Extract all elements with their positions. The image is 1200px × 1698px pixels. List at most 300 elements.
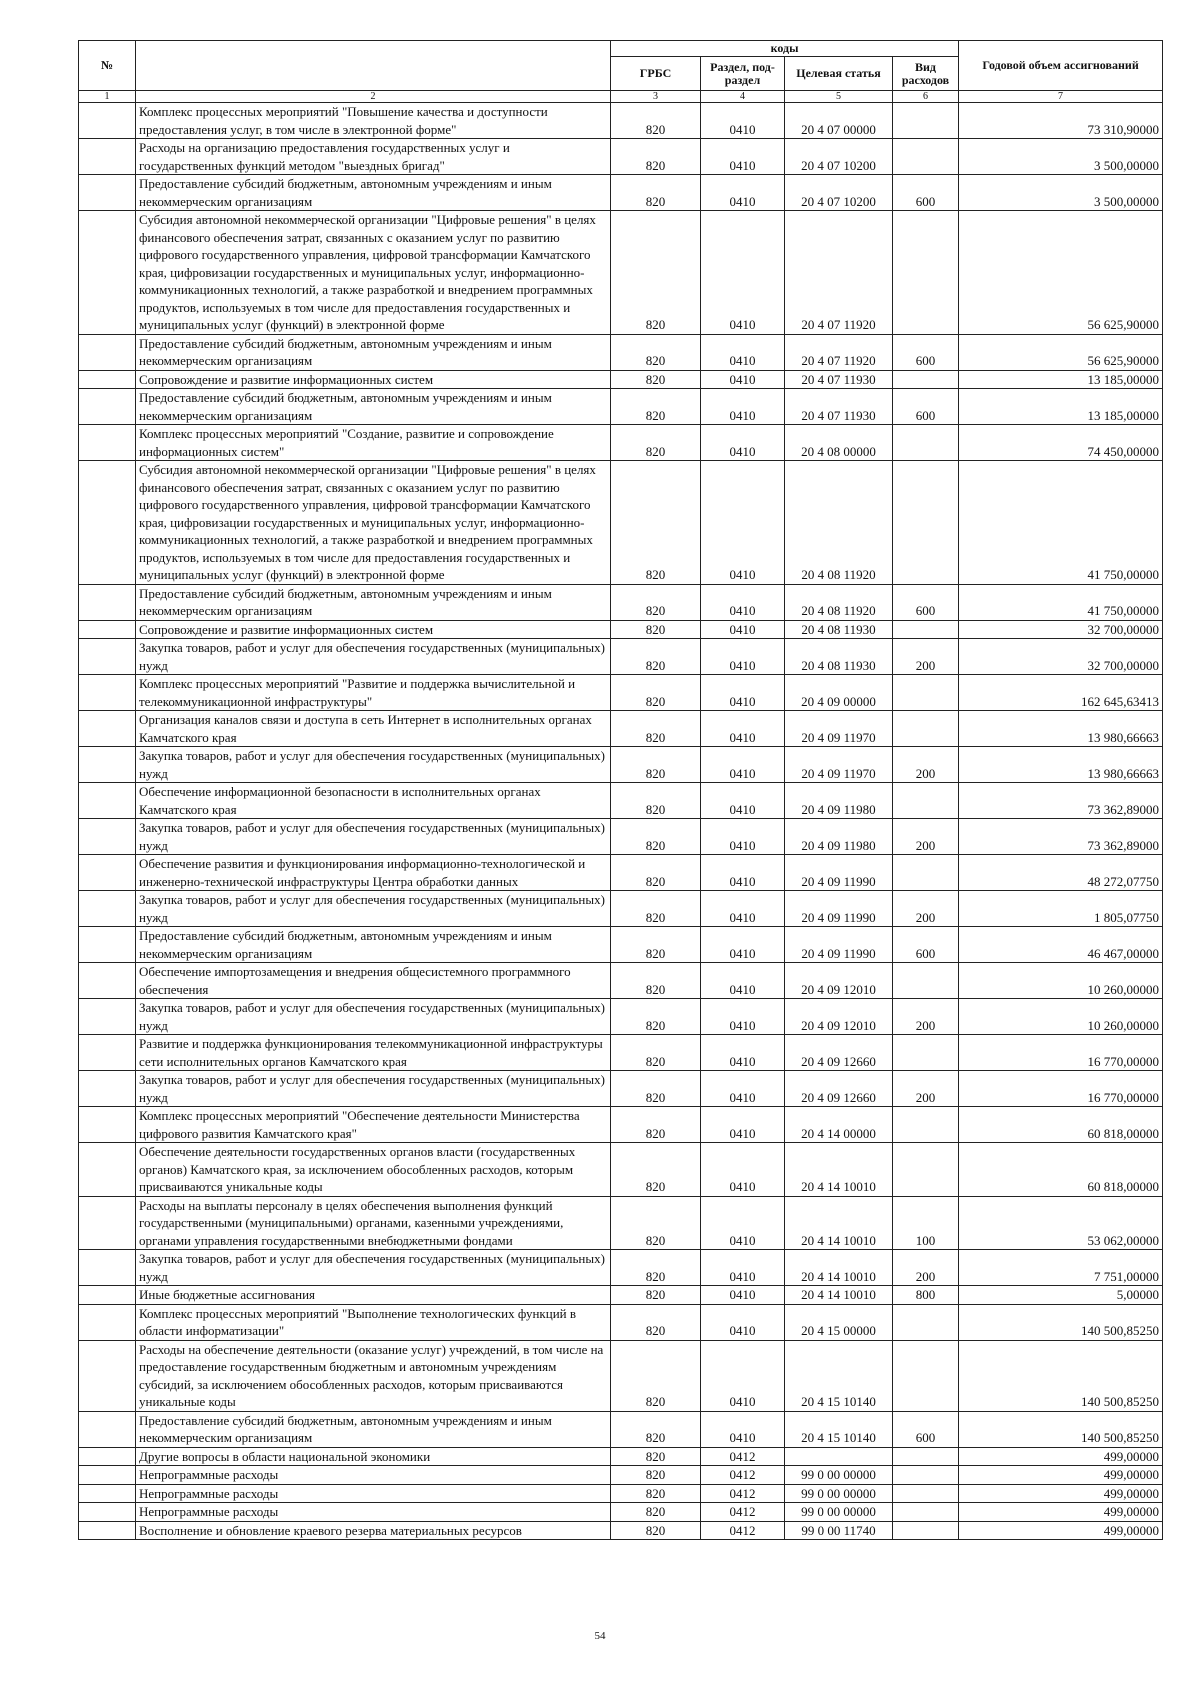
row-number-cell (79, 139, 136, 175)
row-name: Организация каналов связи и доступа в сеть Интернет в исполнительных органах Камчатского края (136, 711, 611, 747)
row-expense-type (893, 1447, 959, 1466)
row-section: 0410 (701, 211, 785, 335)
row-section: 0410 (701, 711, 785, 747)
table-body (79, 103, 1163, 1540)
row-target: 20 4 14 10010 (785, 1250, 893, 1286)
row-target: 20 4 07 10200 (785, 139, 893, 175)
col-header-codes: коды (611, 41, 959, 57)
table-row (79, 819, 1163, 855)
row-name: Расходы на выплаты персоналу в целях обеспечения выполнения функций государственными (муниципальными) органами, казенными учреждениями, органами управления государственными внебюджетными фондами (136, 1196, 611, 1250)
row-grbs: 820 (611, 711, 701, 747)
row-number-cell (79, 620, 136, 639)
col-header-exp-type: Вид расходов (893, 57, 959, 91)
row-target: 20 4 14 10010 (785, 1286, 893, 1305)
row-target: 20 4 14 10010 (785, 1196, 893, 1250)
row-target: 99 0 00 00000 (785, 1484, 893, 1503)
row-name: Закупка товаров, работ и услуг для обеспечения государственных (муниципальных) нужд (136, 1071, 611, 1107)
row-grbs: 820 (611, 999, 701, 1035)
row-amount: 60 818,00000 (959, 1143, 1163, 1197)
row-section: 0410 (701, 425, 785, 461)
table-row (79, 891, 1163, 927)
table-row (79, 1143, 1163, 1197)
row-number-cell (79, 211, 136, 335)
row-grbs: 820 (611, 1447, 701, 1466)
row-section: 0410 (701, 675, 785, 711)
row-amount: 53 062,00000 (959, 1196, 1163, 1250)
table-row (79, 675, 1163, 711)
row-number-cell (79, 1143, 136, 1197)
row-section: 0410 (701, 963, 785, 999)
row-amount: 48 272,07750 (959, 855, 1163, 891)
row-amount: 74 450,00000 (959, 425, 1163, 461)
row-grbs: 820 (611, 855, 701, 891)
row-number-cell (79, 1484, 136, 1503)
row-grbs: 820 (611, 211, 701, 335)
row-expense-type (893, 425, 959, 461)
row-grbs: 820 (611, 1521, 701, 1540)
row-target: 20 4 09 12010 (785, 999, 893, 1035)
row-amount: 499,00000 (959, 1521, 1163, 1540)
table-row (79, 461, 1163, 585)
row-expense-type: 200 (893, 747, 959, 783)
row-expense-type: 200 (893, 891, 959, 927)
row-section: 0410 (701, 927, 785, 963)
row-number-cell (79, 1447, 136, 1466)
row-name: Комплекс процессных мероприятий "Выполнение технологических функций в области информатизации" (136, 1304, 611, 1340)
row-expense-type: 600 (893, 927, 959, 963)
row-number-cell (79, 1411, 136, 1447)
row-amount: 32 700,00000 (959, 639, 1163, 675)
table-row (79, 1071, 1163, 1107)
row-number-cell (79, 1521, 136, 1540)
row-number-cell (79, 1466, 136, 1485)
row-name: Комплекс процессных мероприятий "Создание, развитие и сопровождение информационных систем" (136, 425, 611, 461)
row-number-cell (79, 1340, 136, 1411)
row-amount: 13 185,00000 (959, 389, 1163, 425)
row-section: 0410 (701, 819, 785, 855)
row-section: 0410 (701, 1107, 785, 1143)
row-section: 0412 (701, 1484, 785, 1503)
row-grbs: 820 (611, 1286, 701, 1305)
row-number-cell (79, 675, 136, 711)
row-target: 99 0 00 00000 (785, 1503, 893, 1522)
table-row (79, 1286, 1163, 1305)
row-amount: 499,00000 (959, 1503, 1163, 1522)
col-header-section: Раздел, под-раздел (701, 57, 785, 91)
col-number-3: 3 (611, 91, 701, 103)
col-header-annual: Годовой объем ассигнований (959, 41, 1163, 91)
row-target: 20 4 07 11920 (785, 211, 893, 335)
table-row (79, 1196, 1163, 1250)
row-amount: 73 362,89000 (959, 819, 1163, 855)
row-grbs: 820 (611, 370, 701, 389)
row-name: Обеспечение развития и функционирования информационно-технологической и инженерно-технической инфраструктуры Центра обработки данных (136, 855, 611, 891)
row-name: Закупка товаров, работ и услуг для обеспечения государственных (муниципальных) нужд (136, 891, 611, 927)
table-row (79, 1304, 1163, 1340)
row-expense-type (893, 963, 959, 999)
table-row (79, 1503, 1163, 1522)
row-number-cell (79, 891, 136, 927)
row-grbs: 820 (611, 747, 701, 783)
row-number-cell (79, 584, 136, 620)
row-name: Комплекс процессных мероприятий "Обеспечение деятельности Министерства цифрового развития Камчатского края" (136, 1107, 611, 1143)
row-amount: 7 751,00000 (959, 1250, 1163, 1286)
row-amount: 499,00000 (959, 1484, 1163, 1503)
row-name: Другие вопросы в области национальной экономики (136, 1447, 611, 1466)
row-grbs: 820 (611, 139, 701, 175)
row-name: Предоставление субсидий бюджетным, автономным учреждениям и иным некоммерческим организациям (136, 389, 611, 425)
row-target: 20 4 09 11990 (785, 927, 893, 963)
row-number-cell (79, 1286, 136, 1305)
row-number-cell (79, 1107, 136, 1143)
row-expense-type (893, 370, 959, 389)
row-amount: 73 362,89000 (959, 783, 1163, 819)
row-section: 0410 (701, 620, 785, 639)
row-section: 0410 (701, 175, 785, 211)
row-section: 0410 (701, 584, 785, 620)
table-row (79, 425, 1163, 461)
row-grbs: 820 (611, 1466, 701, 1485)
table-row (79, 139, 1163, 175)
row-amount: 140 500,85250 (959, 1304, 1163, 1340)
row-section: 0410 (701, 139, 785, 175)
row-expense-type (893, 139, 959, 175)
row-grbs: 820 (611, 819, 701, 855)
row-section: 0410 (701, 389, 785, 425)
row-grbs: 820 (611, 1107, 701, 1143)
row-name: Восполнение и обновление краевого резерва материальных ресурсов (136, 1521, 611, 1540)
row-grbs: 820 (611, 639, 701, 675)
row-expense-type (893, 1503, 959, 1522)
row-name: Субсидия автономной некоммерческой организации "Цифровые решения" в целях финансового обеспечения затрат, связанных с оказанием услуг по развитию цифрового государственного управления, цифровой трансформации Камчатского края, цифровизации государственных и муниципальных услуг, информационно-коммуникационных технологий, а также разработкой и внедрением программных продуктов, используемых в том числе для предоставления государственных и муниципальных услуг (функций) в электронной форме (136, 211, 611, 335)
row-expense-type: 600 (893, 334, 959, 370)
budget-table (78, 40, 1163, 1540)
row-number-cell (79, 1503, 136, 1522)
row-number-cell (79, 747, 136, 783)
row-expense-type (893, 711, 959, 747)
row-grbs: 820 (611, 675, 701, 711)
row-amount: 1 805,07750 (959, 891, 1163, 927)
row-amount: 10 260,00000 (959, 963, 1163, 999)
row-target: 20 4 08 11930 (785, 620, 893, 639)
row-number-cell (79, 103, 136, 139)
col-number-1: 1 (79, 91, 136, 103)
table-row (79, 334, 1163, 370)
row-section: 0410 (701, 1035, 785, 1071)
row-expense-type (893, 1107, 959, 1143)
row-name: Закупка товаров, работ и услуг для обеспечения государственных (муниципальных) нужд (136, 1250, 611, 1286)
row-expense-type (893, 1484, 959, 1503)
row-number-cell (79, 963, 136, 999)
row-grbs: 820 (611, 1304, 701, 1340)
row-amount: 140 500,85250 (959, 1340, 1163, 1411)
table-row (79, 1107, 1163, 1143)
row-name: Предоставление субсидий бюджетным, автономным учреждениям и иным некоммерческим организациям (136, 927, 611, 963)
row-grbs: 820 (611, 389, 701, 425)
table-row (79, 103, 1163, 139)
row-number-cell (79, 175, 136, 211)
row-grbs: 820 (611, 1196, 701, 1250)
row-expense-type (893, 1035, 959, 1071)
row-target: 20 4 08 00000 (785, 425, 893, 461)
row-section: 0410 (701, 999, 785, 1035)
row-grbs: 820 (611, 891, 701, 927)
table-row (79, 1250, 1163, 1286)
row-amount: 499,00000 (959, 1466, 1163, 1485)
row-expense-type: 200 (893, 1250, 959, 1286)
col-number-5: 5 (785, 91, 893, 103)
row-target: 20 4 09 11990 (785, 891, 893, 927)
row-grbs: 820 (611, 461, 701, 585)
row-section: 0410 (701, 1071, 785, 1107)
row-target: 20 4 15 10140 (785, 1340, 893, 1411)
row-grbs: 820 (611, 1503, 701, 1522)
row-name: Закупка товаров, работ и услуг для обеспечения государственных (муниципальных) нужд (136, 819, 611, 855)
row-grbs: 820 (611, 927, 701, 963)
row-target: 20 4 09 12660 (785, 1071, 893, 1107)
row-name: Развитие и поддержка функционирования телекоммуникационной инфраструктуры сети исполнительных органов Камчатского края (136, 1035, 611, 1071)
table-row (79, 1340, 1163, 1411)
col-header-grbs: ГРБС (611, 57, 701, 91)
row-amount: 16 770,00000 (959, 1071, 1163, 1107)
row-amount: 140 500,85250 (959, 1411, 1163, 1447)
row-expense-type: 200 (893, 1071, 959, 1107)
row-expense-type: 800 (893, 1286, 959, 1305)
row-name: Непрограммные расходы (136, 1503, 611, 1522)
row-expense-type (893, 103, 959, 139)
row-expense-type: 200 (893, 819, 959, 855)
row-number-cell (79, 1035, 136, 1071)
row-section: 0410 (701, 1286, 785, 1305)
row-target: 20 4 09 11980 (785, 819, 893, 855)
col-number-4: 4 (701, 91, 785, 103)
table-row (79, 963, 1163, 999)
row-target: 20 4 07 10200 (785, 175, 893, 211)
row-name: Субсидия автономной некоммерческой организации "Цифровые решения" в целях финансового обеспечения затрат, связанных с оказанием услуг по развитию цифрового государственного управления, цифровой трансформации Камчатского края, цифровизации государственных и муниципальных услуг, информационно-коммуникационных технологий, а также разработкой и внедрением программных продуктов, используемых в том числе для предоставления государственных и муниципальных услуг (функций) в электронной форме (136, 461, 611, 585)
row-amount: 46 467,00000 (959, 927, 1163, 963)
row-number-cell (79, 927, 136, 963)
table-row (79, 1466, 1163, 1485)
row-number-cell (79, 855, 136, 891)
table-row (79, 999, 1163, 1035)
row-number-cell (79, 370, 136, 389)
row-grbs: 820 (611, 1250, 701, 1286)
row-section: 0412 (701, 1466, 785, 1485)
row-target: 20 4 09 11970 (785, 747, 893, 783)
row-section: 0410 (701, 334, 785, 370)
row-name: Непрограммные расходы (136, 1484, 611, 1503)
row-section: 0410 (701, 370, 785, 389)
row-name: Предоставление субсидий бюджетным, автономным учреждениям и иным некоммерческим организациям (136, 1411, 611, 1447)
row-number-cell (79, 783, 136, 819)
row-target: 20 4 08 11920 (785, 584, 893, 620)
row-section: 0410 (701, 639, 785, 675)
row-section: 0410 (701, 1250, 785, 1286)
row-target: 20 4 09 11980 (785, 783, 893, 819)
row-section: 0410 (701, 1411, 785, 1447)
table-row (79, 370, 1163, 389)
table-row (79, 1447, 1163, 1466)
row-section: 0410 (701, 1340, 785, 1411)
row-number-cell (79, 1071, 136, 1107)
table-row (79, 211, 1163, 335)
row-amount: 13 980,66663 (959, 747, 1163, 783)
row-section: 0412 (701, 1521, 785, 1540)
row-section: 0412 (701, 1503, 785, 1522)
row-grbs: 820 (611, 1411, 701, 1447)
row-amount: 60 818,00000 (959, 1107, 1163, 1143)
row-name: Закупка товаров, работ и услуг для обеспечения государственных (муниципальных) нужд (136, 639, 611, 675)
row-amount: 56 625,90000 (959, 334, 1163, 370)
row-target: 20 4 07 11920 (785, 334, 893, 370)
row-amount: 13 980,66663 (959, 711, 1163, 747)
table-row (79, 389, 1163, 425)
row-expense-type (893, 675, 959, 711)
table-row (79, 1521, 1163, 1540)
row-number-cell (79, 425, 136, 461)
row-grbs: 820 (611, 103, 701, 139)
row-expense-type: 600 (893, 389, 959, 425)
table-row (79, 711, 1163, 747)
row-target: 20 4 08 11930 (785, 639, 893, 675)
row-name: Предоставление субсидий бюджетным, автономным учреждениям и иным некоммерческим организациям (136, 175, 611, 211)
row-target: 99 0 00 11740 (785, 1521, 893, 1540)
row-number-cell (79, 639, 136, 675)
table-row (79, 927, 1163, 963)
row-section: 0410 (701, 461, 785, 585)
row-section: 0410 (701, 855, 785, 891)
row-amount: 56 625,90000 (959, 211, 1163, 335)
row-number-cell (79, 999, 136, 1035)
row-name: Иные бюджетные ассигнования (136, 1286, 611, 1305)
table-row (79, 783, 1163, 819)
row-name: Предоставление субсидий бюджетным, автономным учреждениям и иным некоммерческим организациям (136, 334, 611, 370)
table-row (79, 1035, 1163, 1071)
row-number-cell (79, 711, 136, 747)
row-amount: 3 500,00000 (959, 175, 1163, 211)
table-row (79, 639, 1163, 675)
row-name: Сопровождение и развитие информационных систем (136, 370, 611, 389)
row-expense-type (893, 1304, 959, 1340)
row-expense-type: 100 (893, 1196, 959, 1250)
row-grbs: 820 (611, 783, 701, 819)
row-amount: 499,00000 (959, 1447, 1163, 1466)
row-expense-type (893, 1340, 959, 1411)
row-section: 0412 (701, 1447, 785, 1466)
row-expense-type: 600 (893, 1411, 959, 1447)
row-name: Комплекс процессных мероприятий "Повышение качества и доступности предоставления услуг, в том числе в электронной форме" (136, 103, 611, 139)
row-amount: 32 700,00000 (959, 620, 1163, 639)
row-name: Предоставление субсидий бюджетным, автономным учреждениям и иным некоммерческим организациям (136, 584, 611, 620)
row-target: 20 4 15 00000 (785, 1304, 893, 1340)
row-grbs: 820 (611, 963, 701, 999)
row-amount: 16 770,00000 (959, 1035, 1163, 1071)
row-number-cell (79, 819, 136, 855)
row-name: Непрограммные расходы (136, 1466, 611, 1485)
row-expense-type (893, 855, 959, 891)
col-header-name (136, 41, 611, 91)
table-row (79, 1411, 1163, 1447)
row-target: 20 4 08 11920 (785, 461, 893, 585)
row-section: 0410 (701, 1143, 785, 1197)
row-expense-type: 200 (893, 639, 959, 675)
row-grbs: 820 (611, 620, 701, 639)
row-target: 99 0 00 00000 (785, 1466, 893, 1485)
row-target: 20 4 14 10010 (785, 1143, 893, 1197)
row-expense-type (893, 1521, 959, 1540)
table-row (79, 747, 1163, 783)
row-section: 0410 (701, 891, 785, 927)
row-expense-type (893, 1143, 959, 1197)
row-number-cell (79, 334, 136, 370)
row-target: 20 4 09 11970 (785, 711, 893, 747)
row-grbs: 820 (611, 334, 701, 370)
row-amount: 162 645,63413 (959, 675, 1163, 711)
row-target: 20 4 14 00000 (785, 1107, 893, 1143)
row-target: 20 4 09 12660 (785, 1035, 893, 1071)
row-section: 0410 (701, 747, 785, 783)
row-amount: 5,00000 (959, 1286, 1163, 1305)
row-grbs: 820 (611, 1071, 701, 1107)
table-row (79, 175, 1163, 211)
row-name: Расходы на обеспечение деятельности (оказание услуг) учреждений, в том числе на предоставление государственным бюджетным и автономным учреждениям субсидий, за исключением обособленных расходов, которым присваиваются уникальные коды (136, 1340, 611, 1411)
table-row (79, 855, 1163, 891)
row-grbs: 820 (611, 425, 701, 461)
row-name: Обеспечение импортозамещения и внедрения общесистемного программного обеспечения (136, 963, 611, 999)
row-target: 20 4 07 11930 (785, 389, 893, 425)
table-row (79, 620, 1163, 639)
row-target: 20 4 15 10140 (785, 1411, 893, 1447)
row-number-cell (79, 1304, 136, 1340)
row-number-cell (79, 1196, 136, 1250)
row-number-cell (79, 1250, 136, 1286)
col-number-2: 2 (136, 91, 611, 103)
row-amount: 3 500,00000 (959, 139, 1163, 175)
row-name: Комплекс процессных мероприятий "Развитие и поддержка вычислительной и телекоммуникационной инфраструктуры" (136, 675, 611, 711)
row-grbs: 820 (611, 1035, 701, 1071)
row-grbs: 820 (611, 584, 701, 620)
table-row (79, 584, 1163, 620)
row-name: Закупка товаров, работ и услуг для обеспечения государственных (муниципальных) нужд (136, 747, 611, 783)
row-amount: 41 750,00000 (959, 584, 1163, 620)
row-expense-type: 200 (893, 999, 959, 1035)
row-section: 0410 (701, 103, 785, 139)
page-number: 54 (594, 1630, 606, 1642)
row-expense-type (893, 211, 959, 335)
row-amount: 73 310,90000 (959, 103, 1163, 139)
row-target: 20 4 07 00000 (785, 103, 893, 139)
row-amount: 41 750,00000 (959, 461, 1163, 585)
row-amount: 10 260,00000 (959, 999, 1163, 1035)
table-row (79, 1484, 1163, 1503)
row-section: 0410 (701, 783, 785, 819)
row-target: 20 4 09 11990 (785, 855, 893, 891)
row-grbs: 820 (611, 1143, 701, 1197)
row-target: 20 4 07 11930 (785, 370, 893, 389)
row-name: Закупка товаров, работ и услуг для обеспечения государственных (муниципальных) нужд (136, 999, 611, 1035)
row-name: Обеспечение деятельности государственных органов власти (государственных органов) Камчатского края, за исключением обособленных расходов, которым присваиваются уникальные коды (136, 1143, 611, 1197)
row-expense-type (893, 783, 959, 819)
row-number-cell (79, 461, 136, 585)
row-grbs: 820 (611, 1340, 701, 1411)
col-header-target: Целевая статья (785, 57, 893, 91)
row-expense-type: 600 (893, 175, 959, 211)
row-target: 20 4 09 12010 (785, 963, 893, 999)
row-expense-type (893, 620, 959, 639)
row-target (785, 1447, 893, 1466)
col-number-6: 6 (893, 91, 959, 103)
row-expense-type (893, 1466, 959, 1485)
